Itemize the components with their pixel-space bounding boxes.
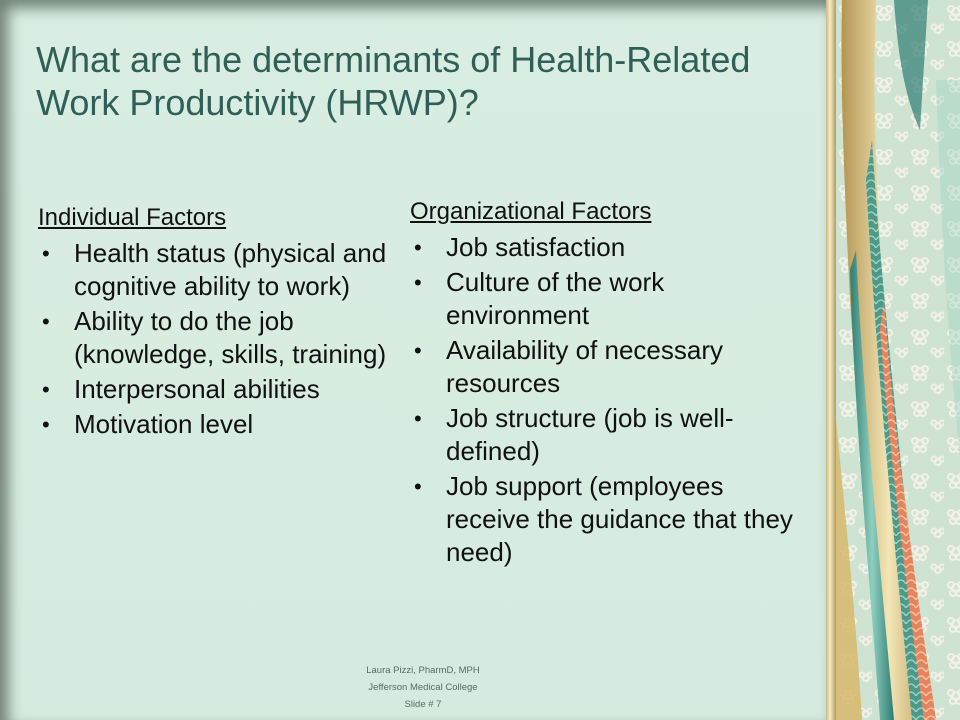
list-item-text: Availability of necessary resources xyxy=(446,335,723,398)
organizational-factors-heading: Organizational Factors xyxy=(410,198,652,225)
individual-factors-heading: Individual Factors xyxy=(38,204,227,231)
list-item-text: Ability to do the job (knowledge, skills, training) xyxy=(74,306,387,369)
list-item-text: Health status (physical and cognitive ability to work) xyxy=(74,238,387,301)
bullet-icon: • xyxy=(42,309,50,334)
list-item xyxy=(410,231,810,264)
list-item xyxy=(410,334,810,400)
bullet-icon: • xyxy=(42,241,50,266)
bullet-icon: • xyxy=(42,377,50,402)
footer-author: Laura Pizzi, PharmD, MPH xyxy=(366,665,480,676)
bullet-icon: • xyxy=(414,235,422,260)
list-item-text: Motivation level xyxy=(74,409,254,439)
list-item xyxy=(38,408,398,441)
footer-slide-number: Slide # 7 xyxy=(404,699,442,710)
list-item xyxy=(410,402,810,468)
bullet-icon: • xyxy=(414,406,422,431)
bullet-icon: • xyxy=(414,474,422,499)
list-item-text: Job structure (job is well-defined) xyxy=(446,403,734,466)
bullet-icon: • xyxy=(42,412,50,437)
list-item-text: Job support (employees receive the guidance that they need) xyxy=(446,471,793,567)
slide-title: What are the determinants of Health-Related Work Productivity (HRWP)? xyxy=(36,39,751,123)
slide-footer xyxy=(333,662,513,713)
individual-factors-list xyxy=(38,237,398,441)
list-item-text: Culture of the work environment xyxy=(446,267,665,330)
list-item-text: Job satisfaction xyxy=(446,232,626,262)
organizational-factors-list xyxy=(410,231,810,569)
list-item xyxy=(38,237,398,303)
individual-factors-column xyxy=(38,203,398,443)
list-item xyxy=(38,305,398,371)
list-item xyxy=(38,373,398,406)
list-item-text: Interpersonal abilities xyxy=(74,374,320,404)
organizational-factors-column xyxy=(410,197,810,571)
list-item xyxy=(410,470,810,569)
bullet-icon: • xyxy=(414,338,422,363)
bullet-icon: • xyxy=(414,270,422,295)
list-item xyxy=(410,266,810,332)
footer-institution: Jefferson Medical College xyxy=(368,682,478,693)
floral-pattern-decoration xyxy=(836,0,960,720)
gold-border-divider xyxy=(826,0,836,720)
